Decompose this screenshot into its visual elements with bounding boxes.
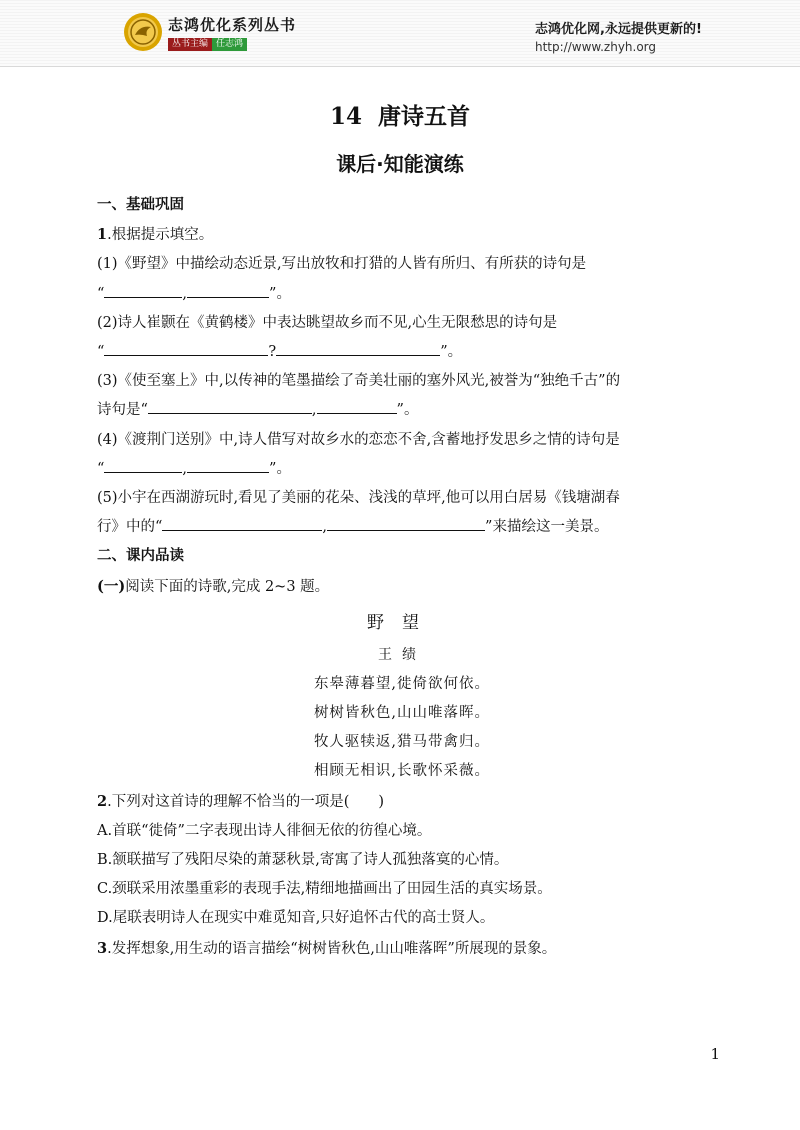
option-d[interactable]: D.尾联表明诗人在现实中难觅知音,只好追怀古代的高士贤人。 [97, 910, 495, 927]
lesson-subtitle: 课后·知能演练 [336, 152, 464, 176]
fill-item-3-prompt: (3)《使至塞上》中,以传神的笔墨描绘了奇美壮丽的塞外风光,被誉为“独绝千古”的 [97, 373, 621, 390]
option-b[interactable]: B.颔联描写了残阳尽染的萧瑟秋景,寄寓了诗人孤独落寞的心情。 [97, 852, 509, 869]
answer-blank[interactable] [104, 280, 182, 298]
answer-blank[interactable] [187, 280, 269, 298]
fill-item-2-answer: “ ? ”。 [97, 338, 707, 367]
fill-item-2-prompt: (2)诗人崔颢在《黄鹤楼》中表达眺望故乡而不见,心生无限愁思的诗句是 [97, 314, 558, 331]
question-1 [97, 220, 707, 250]
poem-author: 王绩 [378, 646, 426, 663]
series-title: 志鸿优化系列丛书 [168, 16, 297, 34]
poem-line: 牧人驱犊返,猎马带禽归。 [313, 734, 491, 751]
answer-blank[interactable] [148, 396, 312, 414]
fill-item-3-answer: 诗句是“ , ”。 [97, 396, 707, 425]
poem-line: 相顾无相识,长歌怀采薇。 [313, 763, 491, 780]
answer-blank[interactable] [187, 455, 269, 473]
option-c[interactable]: C.颈联采用浓墨重彩的表现手法,精细地描画出了田园生活的真实场景。 [97, 881, 552, 898]
question-2: 2.下列对这首诗的理解不恰当的一项是( ) [97, 792, 385, 810]
answer-blank[interactable] [327, 513, 485, 531]
page-header [0, 0, 800, 67]
answer-blank[interactable] [162, 513, 322, 531]
poem [97, 606, 707, 787]
poem-line: 东皋薄暮望,徙倚欲何依。 [313, 675, 491, 692]
fill-item-4-prompt: (4)《渡荆门送别》中,诗人借写对故乡水的恋恋不舍,含蓄地抒发思乡之情的诗句是 [97, 431, 620, 448]
poem-line: 树树皆秋色,山山唯落晖。 [313, 705, 491, 722]
reading-intro: (一)阅读下面的诗歌,完成 2~3 题。 [97, 577, 330, 595]
fill-item-5-prompt: (5)小宇在西湖游玩时,看见了美丽的花朵、浅浅的草坪,他可以用白居易《钱塘湖春 [97, 490, 620, 507]
page-number: 1 [710, 1045, 720, 1063]
site-url[interactable]: http://www.zhyh.org [535, 40, 657, 54]
fill-item-4-answer: “ , ”。 [97, 455, 707, 484]
fill-item-1-prompt: (1)《野望》中描绘动态近景,写出放牧和打猎的人皆有所归、有所获的诗句是 [97, 256, 587, 273]
answer-blank[interactable] [317, 396, 397, 414]
question-text: .根据提示填空。 [107, 227, 214, 244]
editor-name: 任志鸿 [212, 38, 247, 51]
question-3: 3.发挥想象,用生动的语言描绘“树树皆秋色,山山唯落晖”所展现的景象。 [97, 939, 557, 957]
exercise-content [97, 191, 707, 964]
poem-title: 野望 [367, 612, 437, 633]
section-heading-basics: 一、基础巩固 [97, 197, 184, 213]
answer-blank[interactable] [104, 455, 182, 473]
fill-item-5-answer: 行》中的“ , ”来描绘这一美景。 [97, 513, 707, 542]
answer-blank[interactable] [104, 338, 268, 356]
editor-label: 丛书主编 [168, 38, 212, 51]
question-number: 1 [97, 226, 108, 244]
section-heading-reading: 二、课内品读 [97, 548, 184, 565]
publisher-logo-icon [123, 12, 163, 52]
site-slogan: 志鸿优化网,永远提供更新的! [535, 22, 702, 37]
option-a[interactable]: A.首联“徙倚”二字表现出诗人徘徊无依的彷徨心境。 [97, 822, 432, 839]
fill-item-1-answer: “ , ”。 [97, 280, 707, 309]
lesson-title: 14 唐诗五首 [329, 103, 471, 130]
answer-blank[interactable] [276, 338, 440, 356]
